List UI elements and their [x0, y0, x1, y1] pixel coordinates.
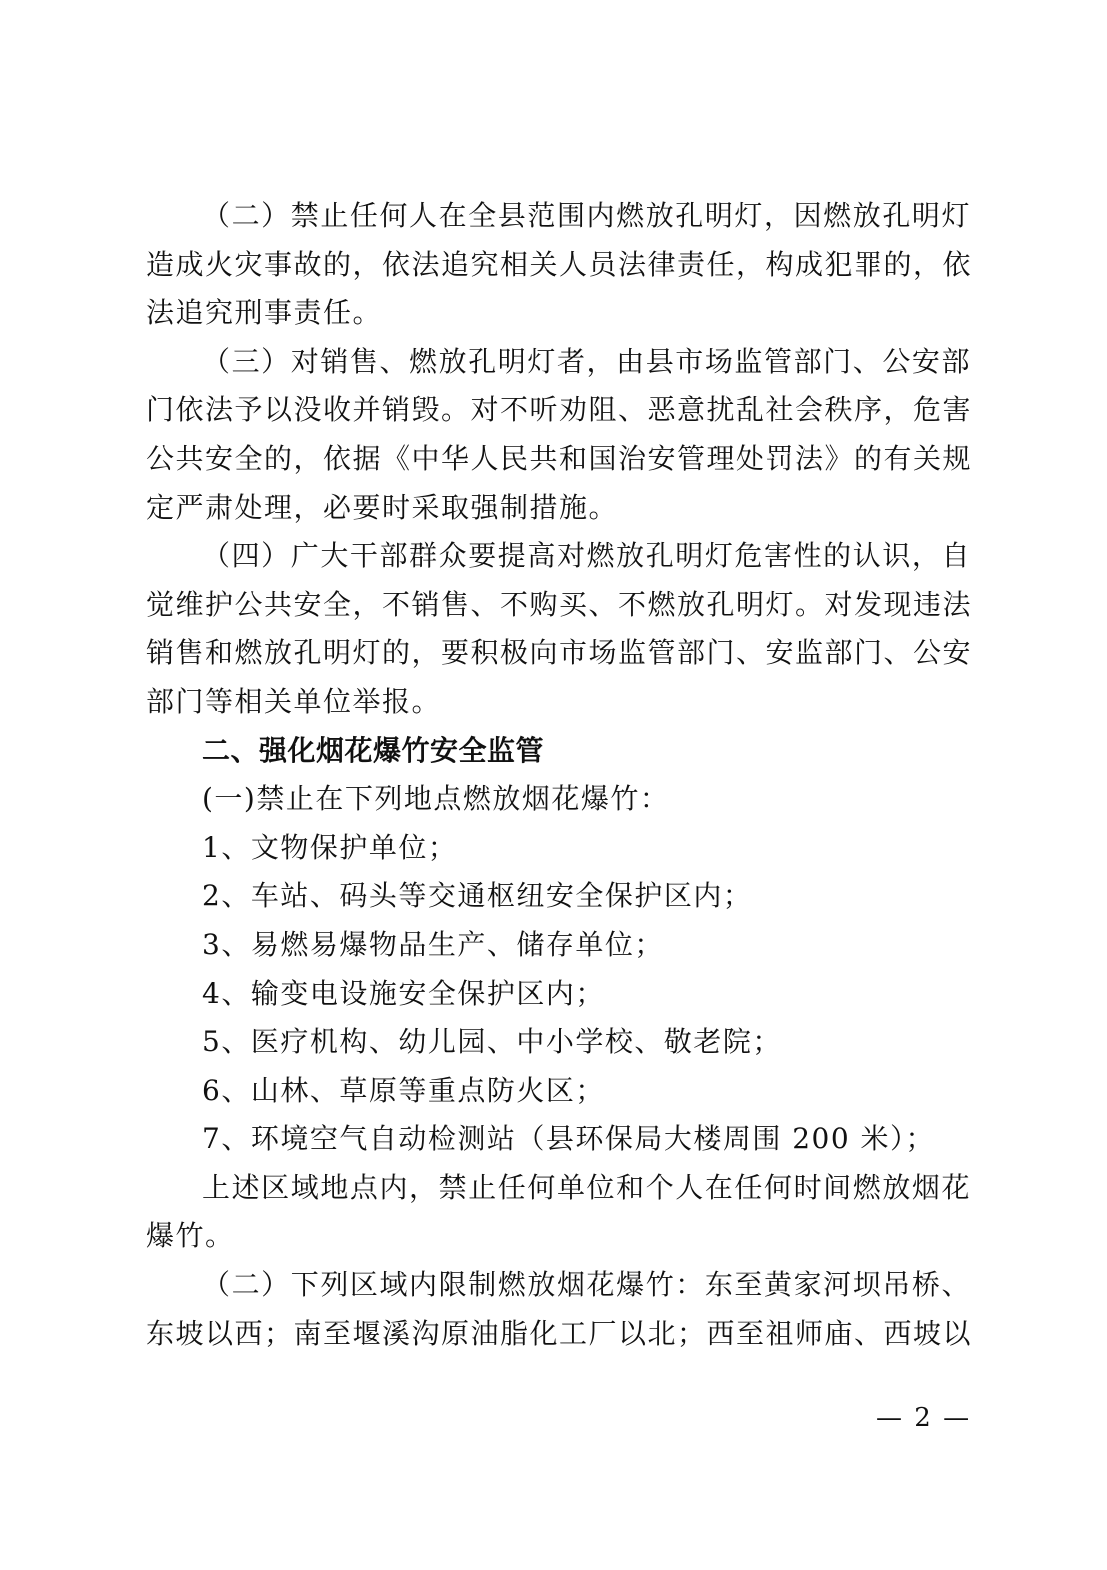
- paragraph-line: （二）禁止任何人在全县范围内燃放孔明灯，因燃放孔明灯: [202, 199, 971, 232]
- list-item: 5、医疗机构、幼儿园、中小学校、敬老院；: [202, 1025, 782, 1059]
- list-intro: (一)禁止在下列地点燃放烟花爆竹：: [202, 782, 670, 816]
- list-item: 3、易燃易爆物品生产、储存单位；: [202, 927, 664, 961]
- paragraph-line: 公共安全的，依据《中华人民共和国治安管理处罚法》的有关规: [146, 441, 973, 475]
- paragraph-line: 定严肃处理，必要时采取强制措施。: [146, 490, 619, 524]
- paragraph-line: （三）对销售、燃放孔明灯者，由县市场监管部门、公安部: [202, 344, 971, 378]
- list-item: 1、文物保护单位；: [202, 830, 458, 864]
- paragraph-line: 销售和燃放孔明灯的，要积极向市场监管部门、安监部门、公安: [146, 636, 973, 670]
- paragraph-line: 爆竹。: [146, 1219, 235, 1253]
- page-number: — 2 —: [876, 1403, 972, 1433]
- paragraph-line: 部门等相关单位举报。: [146, 684, 442, 718]
- document-body: [146, 192, 971, 1358]
- paragraph-line: （二）下列区域内限制燃放烟花爆竹：东至黄家河坝吊桥、: [202, 1268, 971, 1302]
- list-item: 2、车站、码头等交通枢纽安全保护区内；: [202, 879, 753, 913]
- list-item: 7、环境空气自动检测站（县环保局大楼周围 200 米）；: [202, 1122, 936, 1156]
- paragraph-line: 造成火灾事故的，依法追究相关人员法律责任，构成犯罪的，依: [146, 247, 973, 281]
- paragraph-line: 法追究刑事责任。: [146, 296, 383, 330]
- paragraph-line: 门依法予以没收并销毁。对不听劝阻、恶意扰乱社会秩序，危害: [146, 393, 973, 427]
- paragraph-line: 东坡以西；南至堰溪沟原油脂化工厂以北；西至祖师庙、西坡以: [146, 1316, 973, 1350]
- list-item: 4、输变电设施安全保护区内；: [202, 976, 605, 1010]
- list-item: 6、山林、草原等重点防火区；: [202, 1073, 605, 1107]
- paragraph-line: 上述区域地点内，禁止任何单位和个人在任何时间燃放烟花: [202, 1170, 971, 1204]
- paragraph-line: （四）广大干部群众要提高对燃放孔明灯危害性的认识，自: [202, 539, 971, 573]
- section-heading: 二、强化烟花爆竹安全监管: [202, 733, 545, 767]
- paragraph-line: 觉维护公共安全，不销售、不购买、不燃放孔明灯。对发现违法: [146, 587, 973, 621]
